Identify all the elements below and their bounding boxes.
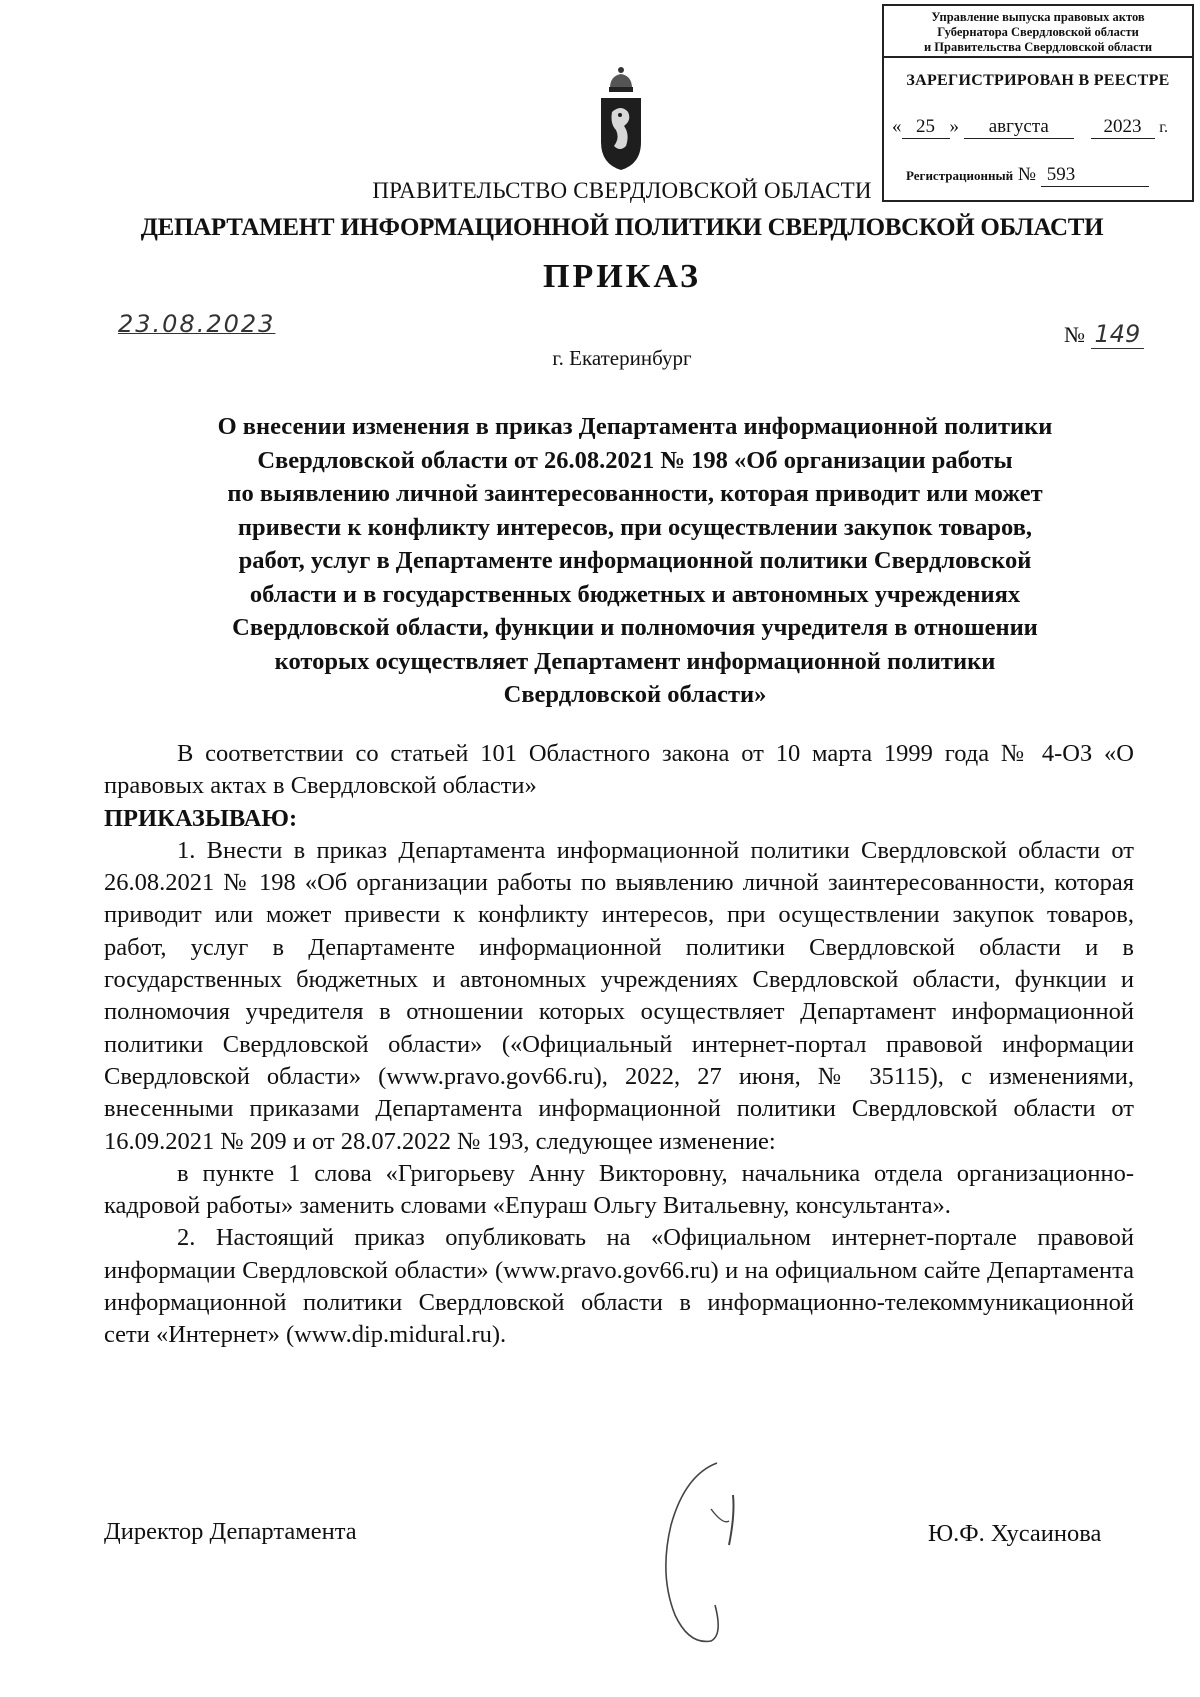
title-line: по выявлению личной заинтересованности, которая приводит или может — [227, 480, 1043, 507]
stamp-year-suffix: г. — [1159, 119, 1169, 136]
stamp-num-sign: № — [1017, 164, 1036, 185]
item-1-sub-paragraph: в пункте 1 слова «Григорьеву Анну Викторовну, начальника отдела организационно-кадровой работы» заменить словами «Епураш Ольгу Витальевну, консультанта». — [104, 1159, 1134, 1220]
stamp-close-quote: » — [949, 116, 959, 137]
stamp-date — [892, 116, 1186, 139]
number-sign: № — [1064, 322, 1085, 347]
government-title: ПРАВИТЕЛЬСТВО СВЕРДЛОВСКОЙ ОБЛАСТИ — [372, 178, 872, 203]
stamp-org-line: и Правительства Свердловской области — [923, 40, 1153, 54]
order-directive: ПРИКАЗЫВАЮ: — [104, 804, 298, 832]
title-line: О внесении изменения в приказ Департамента информационной политики — [217, 413, 1053, 440]
title-line: Свердловской области» — [503, 681, 767, 708]
stamp-day: 25 — [902, 116, 950, 139]
stamp-open-quote: « — [892, 116, 902, 137]
registration-stamp — [882, 4, 1194, 202]
title-line: которых осуществляет Департамент информационной политики — [274, 647, 996, 675]
handwritten-signature — [655, 1455, 775, 1655]
coat-of-arms-icon — [598, 60, 644, 172]
title-line: Свердловской области, функции и полномочия учредителя в отношении — [232, 614, 1038, 641]
title-line: области и в государственных бюджетных и автономных учреждениях — [249, 580, 1021, 608]
stamp-organization — [884, 6, 1192, 58]
preamble-paragraph: В соответствии со статьей 101 Областного закона от 10 марта 1999 года № 4-ОЗ «О правовых актах в Свердловской области» — [104, 740, 1134, 800]
title-line: работ, услуг в Департаменте информационной политики Свердловской — [238, 547, 1032, 574]
city: г. Екатеринбург — [552, 346, 692, 370]
item-2-paragraph: 2. Настоящий приказ опубликовать на «Официальном интернет-портале правовой информации Свердловской области» (www.pravo.gov66.ru) и на официальном сайте Департамента информационной политики Свердловской области в информационно-телекоммуникационной сети «Интернет» (www.dip.midural.ru). — [104, 1224, 1134, 1349]
order-body — [104, 738, 1134, 1352]
handwritten-date: 23.08.2023 — [118, 310, 276, 338]
order-number — [1064, 320, 1144, 349]
title-line: привести к конфликту интересов, при осуществлении закупок товаров, — [237, 513, 1033, 541]
signer-position: Директор Департамента — [104, 1518, 357, 1545]
stamp-reg-number: 593 — [1041, 164, 1149, 187]
stamp-reg-label: Регистрационный — [906, 168, 1014, 183]
stamp-org-line: Управление выпуска правовых актов — [931, 10, 1145, 24]
order-title — [140, 410, 1130, 712]
document-type: ПРИКАЗ — [543, 258, 701, 295]
stamp-registered-title: ЗАРЕГИСТРИРОВАН В РЕЕСТРЕ — [906, 72, 1170, 89]
title-line: Свердловской области от 26.08.2021 № 198 «Об организации работы — [257, 446, 1013, 474]
stamp-year: 2023 — [1091, 116, 1155, 139]
department-title: ДЕПАРТАМЕНТ ИНФОРМАЦИОННОЙ ПОЛИТИКИ СВЕРДЛОВСКОЙ ОБЛАСТИ — [140, 214, 1104, 241]
signer-name: Ю.Ф. Хусаинова — [928, 1520, 1102, 1547]
stamp-org-line: Губернатора Свердловской области — [937, 25, 1139, 39]
handwritten-number: 149 — [1091, 320, 1145, 349]
stamp-month: августа — [964, 116, 1074, 139]
item-1-paragraph: 1. Внести в приказ Департамента информационной политики Свердловской области от 26.08.2021 № 198 «Об организации работы по выявлению личной заинтересованности, которая приводит или может привести к конфликту интересов, при осуществлении закупок товаров, работ, услуг в Департаменте информационной политики Свердловской области и в государственных бюджетных и автономных учреждениях Свердловской области, функции и полномочия учредителя в отношении которых осуществляет Департамент информационной политики Свердловской области» («Официальный интернет-портал правовой информации Свердловской области» (www.pravo.gov66.ru), 2022, 27 июня, № 35115), с изменениями, внесенными приказами Департамента информационной политики Свердловской области от 16.09.2021 № 209 и от 28.07.2022 № 193, следующее изменение: — [104, 836, 1134, 1155]
